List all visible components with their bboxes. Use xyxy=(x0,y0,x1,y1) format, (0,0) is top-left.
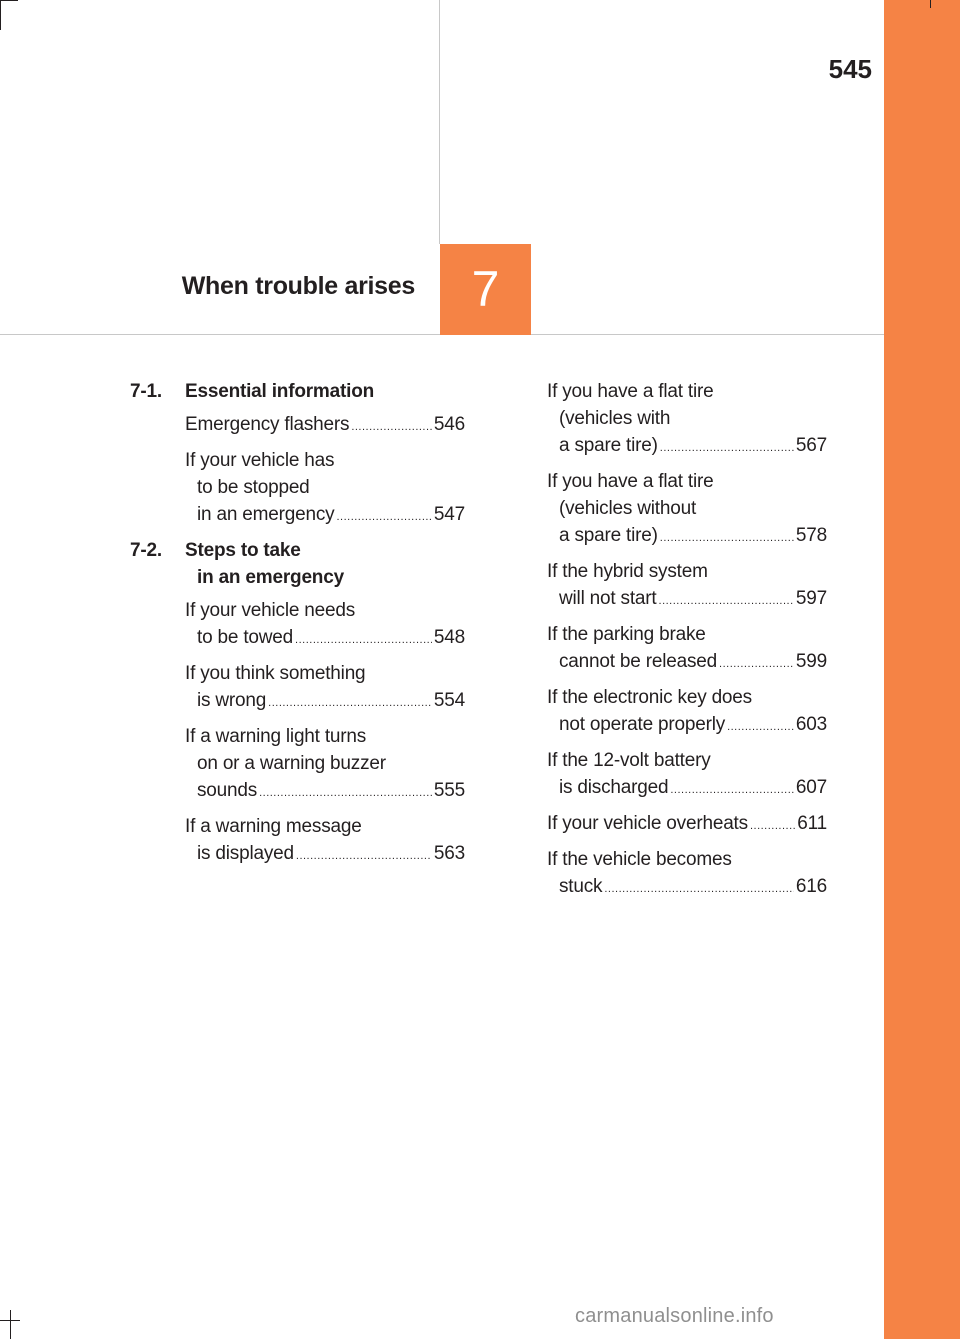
toc-section xyxy=(130,537,465,870)
toc-column-right xyxy=(547,378,827,909)
section-title-line: in an emergency xyxy=(197,567,344,588)
toc-entry-page: 607 xyxy=(795,777,827,798)
toc-entry-page: 563 xyxy=(433,843,465,864)
toc-entry-text: is discharged xyxy=(559,777,669,798)
toc-entry-line xyxy=(547,810,827,840)
chapter-number-box: 7 xyxy=(440,244,531,335)
toc-entry-text: a spare tire) xyxy=(559,525,658,546)
crop-mark-top-left-h xyxy=(0,0,18,1)
toc-entry[interactable] xyxy=(547,558,827,615)
toc-entry-page: 555 xyxy=(433,780,465,801)
leader-dots xyxy=(296,843,432,870)
leader-dots xyxy=(259,780,432,807)
toc-entry-text: If a warning light turns xyxy=(185,726,367,747)
toc-entry-page: 546 xyxy=(433,414,465,435)
toc-entry-text: in an emergency xyxy=(197,504,335,525)
section-title-line: Steps to take xyxy=(185,540,301,561)
leader-dots xyxy=(351,414,432,441)
toc-entry-text: cannot be released xyxy=(559,651,718,672)
toc-entry-text: If you think something xyxy=(185,663,366,684)
toc-entry[interactable] xyxy=(547,747,827,804)
crop-mark-bottom-left xyxy=(10,1310,11,1339)
toc-entry-text: If your vehicle overheats xyxy=(547,813,748,834)
toc-section xyxy=(130,378,465,531)
toc-entry-text: If the electronic key does xyxy=(547,687,752,708)
toc-entry-text: will not start xyxy=(559,588,657,609)
toc-entry-text: If your vehicle has xyxy=(185,450,335,471)
toc-entry-text: If your vehicle needs xyxy=(185,600,356,621)
toc-entry-line xyxy=(185,777,465,807)
toc-entry[interactable] xyxy=(547,810,827,840)
toc-entry-line xyxy=(185,624,465,654)
toc-column-left xyxy=(130,378,465,876)
crop-mark-top-left xyxy=(0,0,1,30)
toc-entry-line xyxy=(185,687,465,717)
toc-entry-line xyxy=(547,585,827,615)
section-number: 7-1. xyxy=(130,381,162,402)
toc-entry[interactable] xyxy=(185,813,465,870)
leader-dots xyxy=(295,627,432,654)
toc-entry[interactable] xyxy=(547,621,827,678)
toc-entry-line xyxy=(185,501,465,531)
toc-entry-text: If a warning message xyxy=(185,816,362,837)
toc-entry-text: not operate properly xyxy=(559,714,726,735)
toc-entry-text: is displayed xyxy=(197,843,294,864)
toc-entry-page: 611 xyxy=(797,813,827,834)
toc-entry-line xyxy=(547,648,827,678)
chapter-side-tab xyxy=(884,0,960,1339)
toc-entry-text: If you have a flat tire xyxy=(547,381,714,402)
chapter-title: When trouble arises xyxy=(181,272,415,300)
toc-entry-text: to be towed xyxy=(197,627,294,648)
toc-entry-text: on or a warning buzzer xyxy=(197,753,386,774)
leader-dots xyxy=(727,714,794,741)
toc-entry[interactable] xyxy=(185,411,465,441)
leader-dots xyxy=(336,504,431,531)
header-divider-vertical xyxy=(439,0,440,244)
toc-entry-page: 616 xyxy=(795,876,827,897)
toc-entry-line xyxy=(185,411,465,441)
watermark: carmanualsonline.info xyxy=(575,1305,774,1327)
toc-entry-text: (vehicles with xyxy=(559,408,671,429)
toc-entry-line xyxy=(547,522,827,552)
leader-dots xyxy=(659,588,794,615)
leader-dots xyxy=(719,651,794,678)
toc-entry-page: 599 xyxy=(795,651,827,672)
toc-entry[interactable] xyxy=(185,597,465,654)
toc-entry-line xyxy=(547,711,827,741)
toc-entry-text: a spare tire) xyxy=(559,435,658,456)
leader-dots xyxy=(670,777,794,804)
toc-entry-text: sounds xyxy=(197,780,258,801)
toc-entry-line xyxy=(547,774,827,804)
toc-entry-text: is wrong xyxy=(197,690,267,711)
toc-entry-page: 548 xyxy=(433,627,465,648)
crop-mark-top-right xyxy=(930,0,931,8)
section-title[interactable] xyxy=(185,378,465,405)
toc-entry-line xyxy=(547,873,827,903)
toc-entry[interactable] xyxy=(547,684,827,741)
toc-entry-text: If the hybrid system xyxy=(547,561,708,582)
toc-entry-page: 578 xyxy=(795,525,827,546)
toc-entry-text: stuck xyxy=(559,876,603,897)
toc-entry[interactable] xyxy=(185,660,465,717)
toc-entry-page: 547 xyxy=(433,504,465,525)
toc-entry[interactable] xyxy=(185,447,465,531)
toc-entry-line xyxy=(547,432,827,462)
leader-dots xyxy=(750,813,795,840)
toc-entry-text: Emergency flashers xyxy=(185,414,350,435)
toc-entry-text: to be stopped xyxy=(197,477,310,498)
toc-entry[interactable] xyxy=(547,468,827,552)
leader-dots xyxy=(268,690,432,717)
toc-entry-page: 554 xyxy=(433,690,465,711)
toc-entry-text: (vehicles without xyxy=(559,498,697,519)
toc-entry-text: If the parking brake xyxy=(547,624,706,645)
toc-entry-text: If the 12-volt battery xyxy=(547,750,711,771)
section-title-line: Essential information xyxy=(185,381,375,402)
toc-entry-text: If the vehicle becomes xyxy=(547,849,732,870)
toc-entry[interactable] xyxy=(185,723,465,807)
page-number: 545 xyxy=(828,54,872,84)
section-number: 7-2. xyxy=(130,540,162,561)
toc-entry-page: 567 xyxy=(795,435,827,456)
toc-entry-page: 597 xyxy=(795,588,827,609)
leader-dots xyxy=(660,525,794,552)
leader-dots xyxy=(660,435,794,462)
toc-entry-page: 603 xyxy=(795,714,827,735)
leader-dots xyxy=(604,876,794,903)
crop-mark-bottom-left-h xyxy=(0,1320,20,1321)
toc-entry[interactable] xyxy=(547,846,827,903)
toc-entry[interactable] xyxy=(547,378,827,462)
section-title[interactable] xyxy=(185,537,465,591)
toc-entry-text: If you have a flat tire xyxy=(547,471,714,492)
toc-entry-line xyxy=(185,840,465,870)
